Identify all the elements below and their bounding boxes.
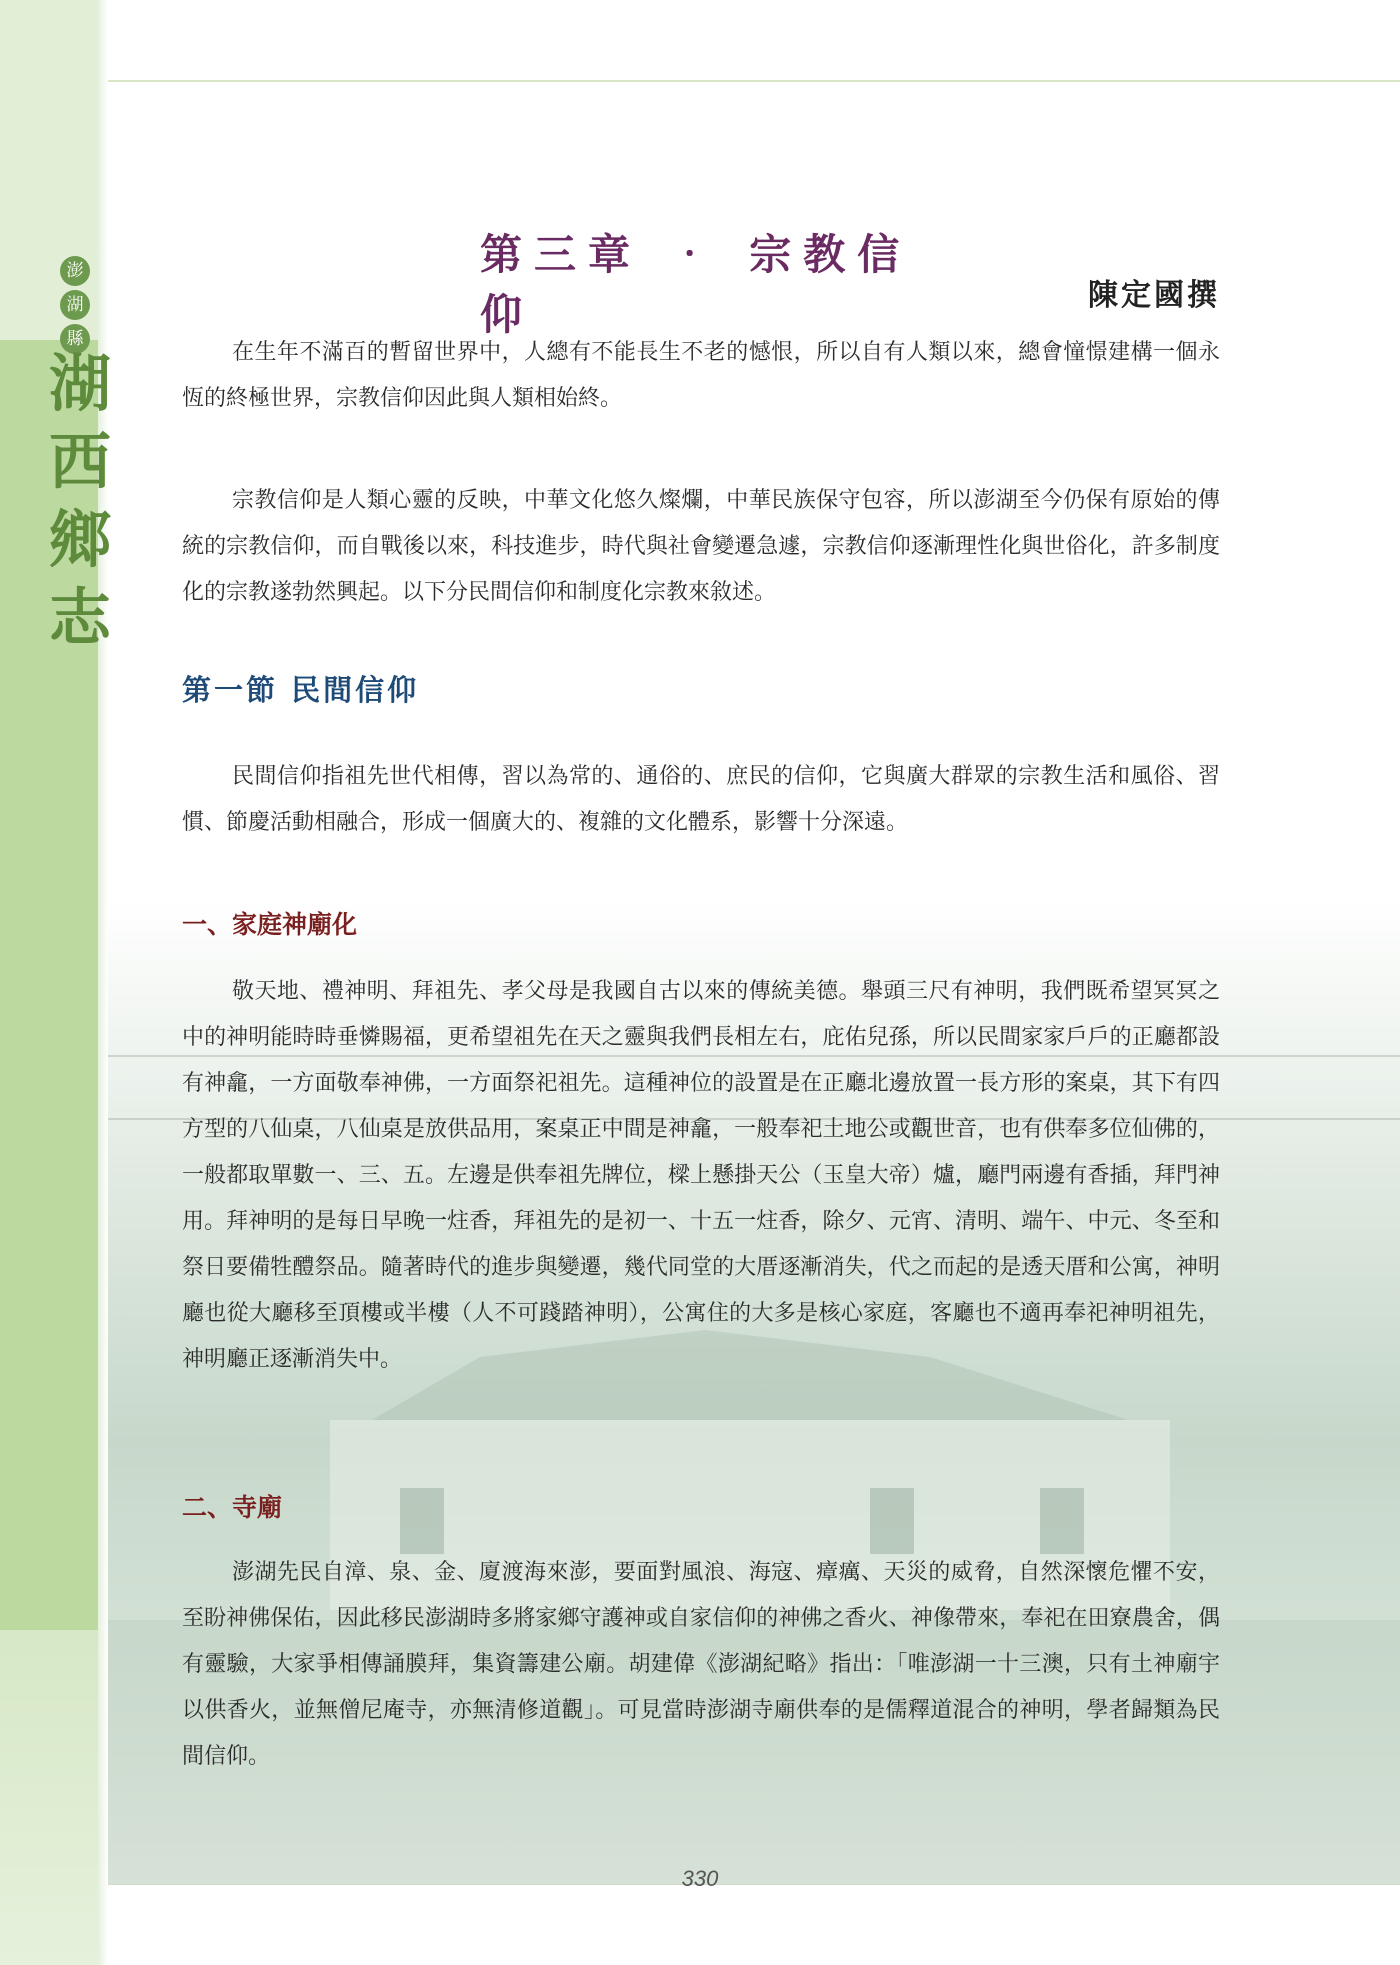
intro-paragraph: 在生年不滿百的暫留世界中，人總有不能長生不老的憾恨，所以自有人類以來，總會憧憬建構一個永恆的終極世界，宗教信仰因此與人類相始終。 [182,340,1220,411]
top-rule [108,80,1400,82]
side-county-char: 縣 [60,324,90,354]
side-title-char: 鄉 [48,503,111,576]
subsection-body: 澎湖先民自漳、泉、金、廈渡海來澎，要面對風浪、海寇、瘴癘、天災的威脅，自然深懷危懼不安，至盼神佛保佑，因此移民澎湖時多將家鄉守護神或自家信仰的神佛之香火、神像帶來，奉祀在田寮農舍，偶有靈驗，大家爭相傳誦膜拜，集資籌建公廟。胡建偉《澎湖紀略》指出：「唯澎湖一十三澳，只有土神廟宇以供香火，並無僧尼庵寺，亦無清修道觀」。可見當時澎湖寺廟供奉的是儒釋道混合的神明，學者歸類為民間信仰。 [182,1560,1220,1769]
side-band-edge [98,0,108,1965]
subsection-body: 敬天地、禮神明、拜祖先、孝父母是我國自古以來的傳統美德。舉頭三尺有神明，我們既希望冥冥之中的神明能時時垂憐賜福，更希望祖先在天之靈與我們長相左右，庇佑兒孫，所以民間家家戶戶的正廳都設有神龕，一方面敬奉神佛，一方面祭祀祖先。這種神位的設置是在正廳北邊放置一長方形的案桌，其下有四方型的八仙桌，八仙桌是放供品用，案桌正中間是神龕，一般奉祀土地公或觀世音，也有供奉多位仙佛的，一般都取單數一、三、五。左邊是供奉祖先牌位，樑上懸掛天公（玉皇大帝）爐，廳門兩邊有香插，拜門神用。拜神明的是每日早晚一炷香，拜祖先的是初一、十五一炷香，除夕、元宵、清明、端午、中元、冬至和祭日要備牲醴祭品。隨著時代的進步與變遷，幾代同堂的大厝逐漸消失，代之而起的是透天厝和公寓，神明廳也從大廳移至頂樓或半樓（人不可踐踏神明），公寓住的大多是核心家庭，客廳也不適再奉祀神明祖先，神明廳正逐漸消失中。 [182,979,1220,1372]
section-intro-paragraph: 民間信仰指祖先世代相傳，習以為常的、通俗的、庶民的信仰，它與廣大群眾的宗教生活和風俗、習慣、節慶活動相融合，形成一個廣大的、複雜的文化體系，影響十分深遠。 [182,764,1220,835]
chapter-title: 第三章 ‧ 宗教信仰 [480,230,912,339]
side-county-char: 湖 [60,290,90,320]
side-county-char: 澎 [60,256,90,286]
side-title-char: 西 [48,425,111,498]
author-byline: 陳定國撰 [1088,278,1220,313]
section-title: 第一節 民間信仰 [182,673,420,707]
side-title-char: 志 [48,581,111,654]
intro-paragraph: 宗教信仰是人類心靈的反映，中華文化悠久燦爛，中華民族保守包容，所以澎湖至今仍保有原始的傳統的宗教信仰，而自戰後以來，科技進步，時代與社會變遷急遽，宗教信仰逐漸理性化與世俗化，許多制度化的宗教遂勃然興起。以下分民間信仰和制度化宗教來敘述。 [182,488,1220,605]
background-window [400,1488,444,1554]
subsection-title: 二、寺廟 [182,1493,283,1522]
bottom-rule [108,1884,1400,1885]
page-number: 330 [681,1866,719,1891]
side-title-char: 湖 [48,347,111,420]
side-county-label [58,256,92,354]
side-book-title [40,345,120,657]
subsection-title: 一、家庭神廟化 [182,910,358,939]
background-window [1040,1488,1084,1554]
background-window [870,1488,914,1554]
